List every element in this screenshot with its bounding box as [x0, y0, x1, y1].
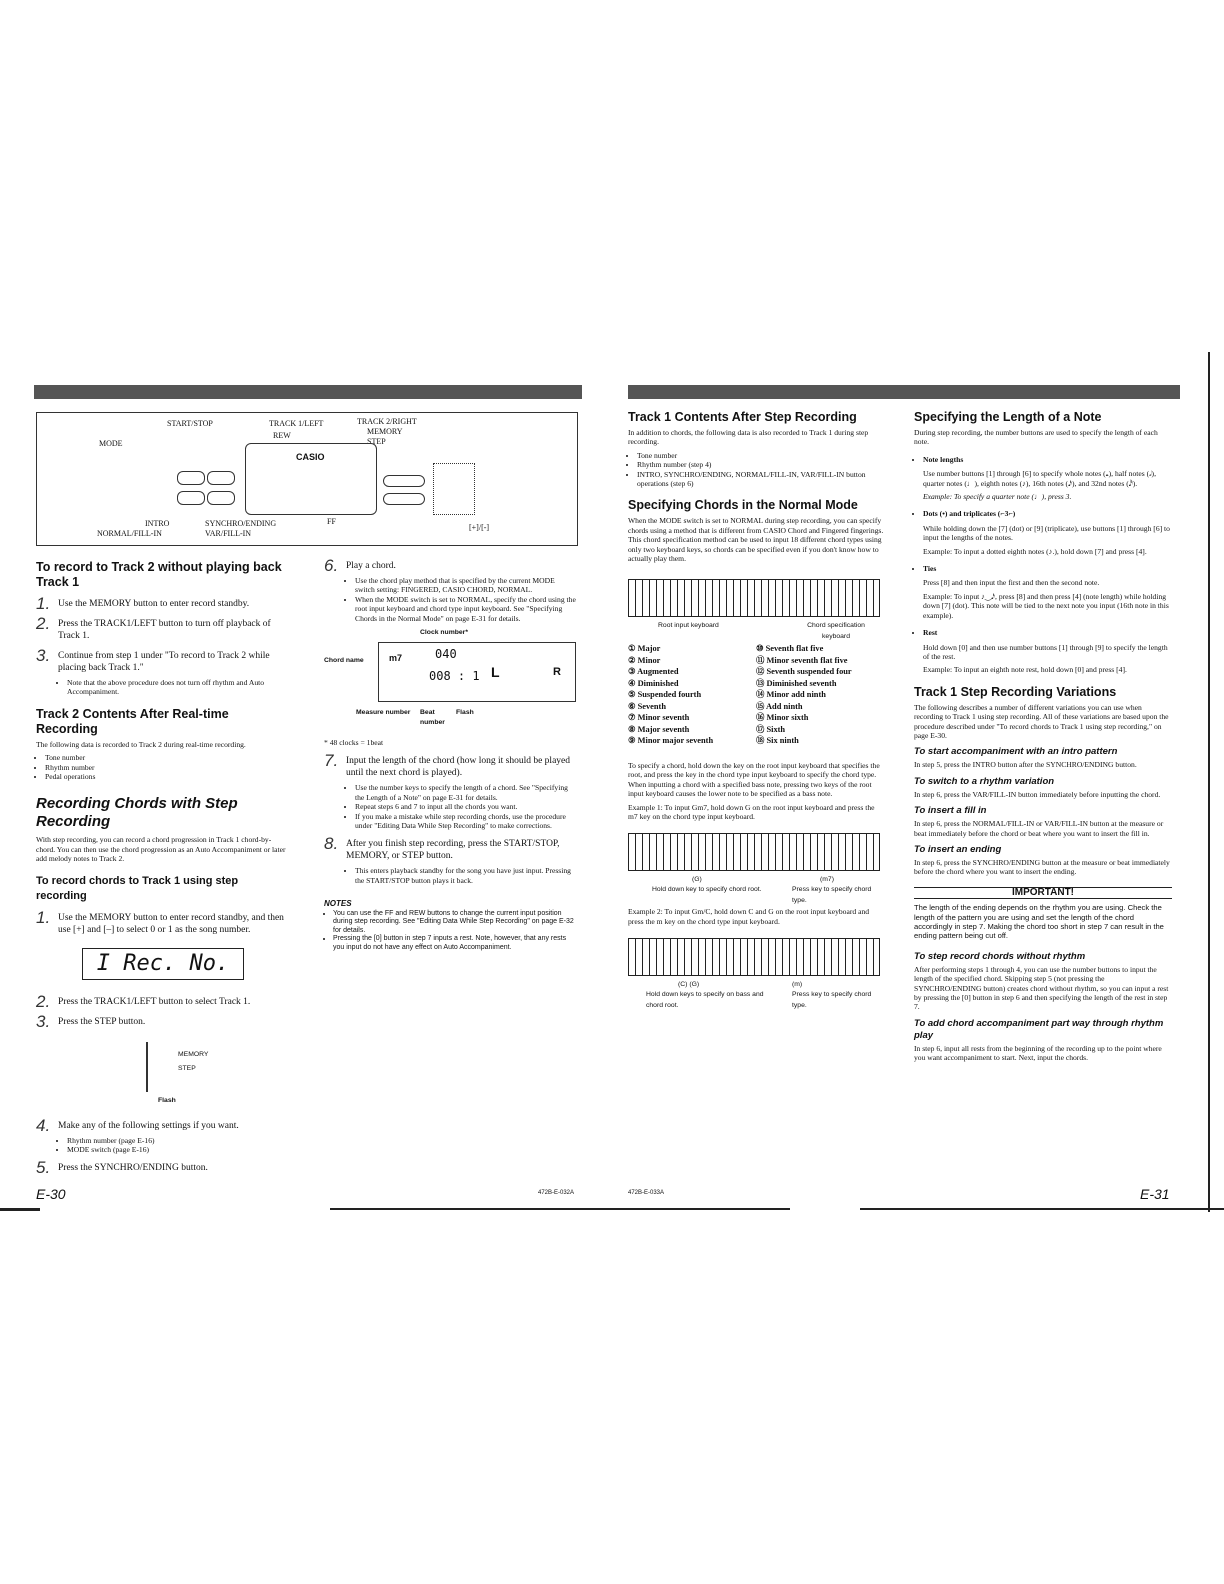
- r-sec1-item: • INTRO, SYNCHRO/ENDING, NORMAL/FILL-IN, VAR/FILL-IN button operations (step 6): [637, 470, 884, 489]
- track2-right-label: TRACK 2/RIGHT: [357, 417, 417, 426]
- step4-item: • Rhythm number (page E-16): [67, 1136, 290, 1145]
- clock-number-label: Clock number*: [420, 629, 468, 637]
- step-number: 6.: [324, 556, 339, 575]
- notes-item: • You can use the FF and REW buttons to change the current input position during step recording. See "Editing Data While Step Recording" on page E-32 for details.: [333, 910, 576, 936]
- step-text: Continue from step 1 under "To record to Track 2 while placing back Track 1.": [58, 651, 270, 673]
- sec2-item: • Pedal operations: [45, 772, 290, 781]
- sec2-intro: The following data is recorded to Track 2 during real-time recording.: [36, 739, 246, 749]
- r-sec2-title: Specifying Chords in the Normal Mode: [628, 498, 858, 513]
- step8-item: • This enters playback standby for the song you have just input. Pressing the START/STOP button plays it back.: [355, 866, 576, 885]
- note-lengths-example: Example: To specify a quarter note (♩), press 3.: [923, 492, 1072, 502]
- r-sec1-title: Track 1 Contents After Step Recording: [628, 410, 857, 424]
- r-sec2-para2: To specify a chord, hold down the key on the root input keyboard that specifies the root, and press the key in the chord type input keyboard to specify the chord type. When inputting a chord with a specified bass note, pressing two keys of the root input keyboard causes the lower note to be specified as a bass note.: [628, 760, 880, 799]
- step-text: Press the TRACK1/LEFT button to select Track 1.: [58, 996, 251, 1007]
- chord-type: ⑫ Seventh suspended four: [756, 667, 852, 677]
- var6-text: In step 6, input all rests from the beginning of the recording up to the point where you want accompaniment to start. Next, input the chords.: [914, 1043, 1162, 1063]
- chord-value: m7: [389, 653, 403, 664]
- plus-minus-label: [+]/[-]: [469, 523, 490, 532]
- step-number: 3.: [36, 646, 51, 665]
- sec4-step-5: [36, 1158, 290, 1178]
- step-number: 4.: [36, 1115, 51, 1135]
- ties-title: • Ties: [923, 564, 1172, 573]
- step-number: 1.: [36, 594, 51, 613]
- step-text: Use the MEMORY button to enter record standby.: [58, 599, 250, 609]
- keyboard-illustration: [628, 579, 880, 617]
- sec2-item: • Tone number: [45, 753, 290, 762]
- clock-value: 040: [435, 647, 457, 662]
- note-lengths-title: • Note lengths: [923, 455, 1172, 464]
- panel-button: [383, 475, 425, 487]
- left-header-bar: [34, 385, 582, 399]
- r-sec1-item: • Tone number: [637, 451, 884, 460]
- chord-type: ⑧ Major seventh: [628, 724, 690, 734]
- intro-label: INTRO: [145, 519, 170, 528]
- example-1: Example 1: To input Gm7, hold down G on the root input keyboard and press the m7 key on the chord type input keyboard.: [628, 802, 875, 821]
- var3-text: In step 6, press the NORMAL/FILL-IN or VAR/FILL-IN button at the measure or beat immediately before the chord or beat where you want to insert the fill in.: [914, 819, 1164, 838]
- memory-label: MEMORY: [367, 427, 403, 436]
- sec1-step-2: [36, 614, 290, 642]
- lcd-display: I Rec. No.: [82, 948, 244, 980]
- chord-type: ⑤ Suspended fourth: [628, 690, 702, 700]
- dots-title: • Dots (•) and triplicates (⌐3⌐): [923, 509, 1172, 518]
- panel-button: [177, 491, 205, 505]
- chord-type: ⑨ Minor major seventh: [628, 736, 714, 746]
- ties-text: Press [8] and then input the first and then the second note.: [923, 578, 1100, 588]
- ex2-left-label: Hold down keys to specify on bass and chord root.: [646, 991, 764, 1009]
- chord-type: ⑭ Minor add ninth: [756, 690, 826, 700]
- right-page-number: E-31: [1140, 1186, 1170, 1202]
- note-lengths-text: Use number buttons [1] through [6] to specify whole notes (𝅝), half notes (𝅗𝅥), quarter notes (♩), eighth notes (♪), 16th notes (𝅘𝅥𝅯), and 32nd notes (𝅘𝅥𝅰).: [923, 469, 1156, 488]
- step4-item: • MODE switch (page E-16): [67, 1145, 290, 1154]
- r-sec2-intro: When the MODE switch is set to NORMAL during step recording, you can specify chords using a method that is different from CASIO Chord and Fingered fingerings. This chord specification method can be used to input 18 different chord types using only two keyboard keys, so chords can be specified even if you don't know how to actually play them.: [628, 516, 884, 564]
- r-sec3-intro: During step recording, the number buttons are used to specify the length of each note.: [914, 428, 1158, 447]
- step-number: 3.: [36, 1011, 51, 1031]
- step-text: Make any of the following settings if you want.: [58, 1120, 239, 1131]
- notes-title: NOTES: [324, 899, 352, 909]
- sec1-step-3: [36, 646, 290, 674]
- step-text: Press the SYNCHRO/ENDING button.: [58, 1163, 208, 1174]
- lcd-panel: [245, 443, 377, 515]
- measure-number-label: Measure number: [356, 709, 411, 717]
- step-text: Play a chord.: [346, 561, 396, 571]
- chord-type: ⑥ Seventh: [628, 701, 666, 711]
- var2-text: In step 6, press the VAR/FILL-IN button immediately before inputting the chord.: [914, 789, 1161, 799]
- var6-title: To add chord accompaniment part way through rhythm play: [914, 1017, 1164, 1041]
- col2-step-8: [324, 834, 576, 862]
- left-column-2: [324, 556, 576, 958]
- sec1-note: • Note that the above procedure does not turn off rhythm and Auto Accompaniment.: [67, 678, 290, 697]
- root-keyboard-label: Root input keyboard: [658, 622, 719, 630]
- sec1-title: To record to Track 2 without playing back Track 1: [36, 560, 282, 589]
- step7-item: • If you make a mistake while step recording chords, use the procedure under "Editing Data While Step Recording" to make corrections.: [355, 812, 576, 831]
- ex1-right-label: Press key to specify chord type.: [792, 886, 872, 904]
- var4-text: In step 6, press the SYNCHRO/ENDING button at the measure or beat immediately before the chord where you want to insert the ending.: [914, 857, 1170, 877]
- step7-item: • Repeat steps 6 and 7 to input all the chords you want.: [355, 802, 576, 811]
- r-sec1-item: • Rhythm number (step 4): [637, 460, 884, 469]
- hand-l: L: [491, 664, 500, 681]
- var5-text: After performing steps 1 through 4, you can use the number buttons to input the length of the specified chord. Skipping step 5 (not pressing the SYNCHRO/ENDING button) creates chord without rhythm, so you can input a rest by pressing the [0] button in step 6 and then specifying the length of the rest in step 7.: [914, 964, 1169, 1012]
- left-code: 472B-E-032A: [538, 1190, 575, 1196]
- step-number: 2.: [36, 991, 51, 1011]
- step6-item: • When the MODE switch is set to NORMAL, specify the chord using the root input keyboard and chord type input keyboard. See "Specifying Chords in the Normal Mode" on page E-31 for details.: [355, 595, 576, 623]
- dots-text: While holding down the [7] (dot) or [9] (triplicate), use buttons [1] through [6] to input the lengths of the notes.: [923, 523, 1170, 543]
- right-column-2: [914, 410, 1172, 1067]
- sec4-step-2: [36, 991, 290, 1011]
- panel-button: [207, 491, 235, 505]
- var5-title: To step record chords without rhythm: [914, 950, 1086, 962]
- chord-type: ⑬ Diminished seventh: [756, 678, 837, 688]
- sec2-title: Track 2 Contents After Real-time Recording: [36, 706, 229, 736]
- var1-text: In step 5, press the INTRO button after the SYNCHRO/ENDING button.: [914, 760, 1137, 770]
- scan-edge: [330, 1208, 790, 1210]
- var-fill-label: VAR/FILL-IN: [205, 529, 252, 538]
- sec1-step-1: [36, 594, 290, 613]
- sec3-intro: With step recording, you can record a chord progression in Track 1 chord-by-chord. You can then use the chord progression as an Auto Accompaniment or later add melody notes to Track 2.: [36, 835, 286, 864]
- chord-type: ④ Diminished: [628, 678, 679, 688]
- rew-label: REW: [273, 431, 291, 440]
- left-column-1: [36, 560, 290, 1178]
- chord-type: ② Minor: [628, 655, 661, 665]
- step6-item: • Use the chord play method that is specified by the current MODE switch setting: FINGERED, CASIO CHORD, NORMAL.: [355, 576, 576, 595]
- right-column-1: [628, 410, 884, 1012]
- chord-type: ⑪ Minor seventh flat five: [756, 655, 848, 665]
- flash-indicator: [146, 1042, 168, 1092]
- r-sec4-title: Track 1 Step Recording Variations: [914, 684, 1117, 699]
- chord-keyboard-label: Chord specification keyboard: [807, 622, 865, 640]
- left-page-number: E-30: [36, 1186, 66, 1202]
- display-illustration: [378, 642, 576, 702]
- chord-name-label: Chord name: [324, 657, 364, 665]
- rest-text: Hold down [0] and then use number buttons [1] through [9] to specify the length of the rest.: [923, 642, 1168, 661]
- chord-type: ⑯ Minor sixth: [756, 713, 809, 723]
- step-text: After you finish step recording, press the START/STOP, MEMORY, or STEP button.: [346, 839, 560, 862]
- brand-logo: CASIO: [296, 452, 325, 462]
- rest-title: • Rest: [923, 628, 1172, 637]
- chord-type-table: [628, 643, 884, 747]
- chord-type: ⑮ Add ninth: [756, 701, 803, 711]
- display-flash-label: Flash: [456, 709, 474, 717]
- var4-title: To insert an ending: [914, 843, 1002, 855]
- track1-left-label: TRACK 1/LEFT: [269, 419, 324, 428]
- chord-type: ⑩ Seventh flat five: [756, 644, 824, 654]
- chord-type: ① Major: [628, 644, 661, 654]
- number-buttons: [433, 463, 475, 515]
- step-text: Input the length of the chord (how long it should be played until the next chord is played).: [346, 756, 570, 779]
- chord-type: ⑰ Sixth: [756, 724, 786, 734]
- sec2-item: • Rhythm number: [45, 763, 290, 772]
- col2-step-7: [324, 751, 576, 779]
- important-title: IMPORTANT!: [914, 887, 1172, 899]
- panel-button: [207, 471, 235, 485]
- flash-label: Flash: [158, 1096, 176, 1104]
- dots-example: Example: To input a dotted eighth notes (♪.), hold down [7] and press [4].: [923, 546, 1147, 556]
- sec4-step-3: [36, 1011, 290, 1031]
- ex1-left-label: Hold down key to specify chord root.: [652, 886, 762, 894]
- notes-item: • Pressing the [0] button in step 7 inputs a rest. Note, however, that any rests you input do not have any effect on Auto Accompaniment.: [333, 935, 576, 952]
- scan-edge-vertical: [1208, 352, 1210, 1212]
- rest-example: Example: To input an eighth note rest, hold down [0] and press [4].: [923, 665, 1127, 675]
- step-number: 2.: [36, 614, 51, 633]
- example2-keyboard: [628, 938, 880, 976]
- var1-title: To start accompaniment with an intro pattern: [914, 746, 1118, 758]
- r-sec1-intro: In addition to chords, the following data is also recorded to Track 1 during step recording.: [628, 428, 869, 447]
- beat-number-label: Beat number: [420, 709, 445, 727]
- sec4-step-1: [36, 907, 290, 936]
- flash-step-label: STEP: [178, 1064, 196, 1072]
- chord-type: ⑱ Six ninth: [756, 736, 799, 746]
- step-text: Press the STEP button.: [58, 1016, 146, 1027]
- example1-keyboard: [628, 833, 880, 871]
- start-stop-label: START/STOP: [167, 419, 213, 428]
- col2-step-6: [324, 556, 576, 575]
- keyboard-panel-diagram: [36, 412, 578, 546]
- sec4-title: To record chords to Track 1 using step recording: [36, 874, 239, 902]
- example-2: Example 2: To input Gm/C, hold down C and G on the root input keyboard and press the m key on the chord type input keyboard.: [628, 907, 870, 926]
- ex2-cg-label: (C) (G): [678, 981, 700, 989]
- step-number: 5.: [36, 1158, 51, 1178]
- ex2-right-label: Press key to specify chord type.: [792, 991, 872, 1009]
- r-sec4-intro: The following describes a number of different variations you can use when recording to Track 1 using step recording. All of these variations are based upon the procedure described under "To record chords to Track 1 using step recording," on page E-30.: [914, 702, 1169, 740]
- flash-memory-label: MEMORY: [178, 1050, 209, 1058]
- mode-label: MODE: [99, 439, 123, 448]
- scan-edge: [860, 1208, 1224, 1210]
- step-label: STEP: [367, 437, 386, 446]
- ex1-m7-label: (m7): [820, 876, 834, 884]
- sec3-title: Recording Chords with Step Recording: [36, 795, 238, 831]
- step7-item: • Use the number keys to specify the length of a chord. See "Specifying the Length of a Note" on page E-31 for details.: [355, 783, 576, 802]
- step-text: Press the TRACK1/LEFT button to turn off playback of Track 1.: [58, 619, 271, 641]
- var3-title: To insert a fill in: [914, 805, 987, 817]
- chord-type: ⑦ Minor seventh: [628, 713, 690, 723]
- chord-type: ③ Augmented: [628, 667, 679, 677]
- ties-example: Example: To input ♪‿𝅘𝅥𝅯, press [8] and then press [4] (note length) while holding down [7] (dot). This note will be tied to the next note you input (16th note in this example).: [923, 591, 1169, 620]
- step-number: 7.: [324, 751, 339, 771]
- var2-title: To switch to a rhythm variation: [914, 775, 1055, 787]
- ex1-g-label: (G): [692, 876, 702, 884]
- clock-footnote: * 48 clocks = 1beat: [324, 738, 384, 748]
- hand-r: R: [553, 666, 561, 679]
- sec4-step-4: [36, 1115, 290, 1135]
- step-number: 8.: [324, 834, 339, 854]
- ff-label: FF: [327, 517, 336, 526]
- step-text: Use the MEMORY button to enter record standby, and then use [+] and [–] to select 0 or 1 as the song number.: [58, 912, 284, 935]
- panel-button: [177, 471, 205, 485]
- scan-edge: [0, 1208, 40, 1211]
- step-number: 1.: [36, 907, 51, 927]
- synchro-label: SYNCHRO/ENDING: [205, 519, 277, 528]
- ex2-m-label: (m): [792, 981, 803, 989]
- normal-fill-label: NORMAL/FILL-IN: [97, 529, 162, 538]
- right-code: 472B-E-033A: [628, 1190, 665, 1196]
- important-text: The length of the ending depends on the rhythm you are using. Check the length of the pattern you are using and set the length of the chord accordingly in step 7. Making the chord too short in step 7 can result in the ending pattern being cut off.: [914, 903, 1164, 941]
- panel-button: [383, 493, 425, 505]
- r-sec3-title: Specifying the Length of a Note: [914, 410, 1102, 424]
- measure-value: 008 : 1: [429, 669, 480, 684]
- right-header-bar: [628, 385, 1180, 399]
